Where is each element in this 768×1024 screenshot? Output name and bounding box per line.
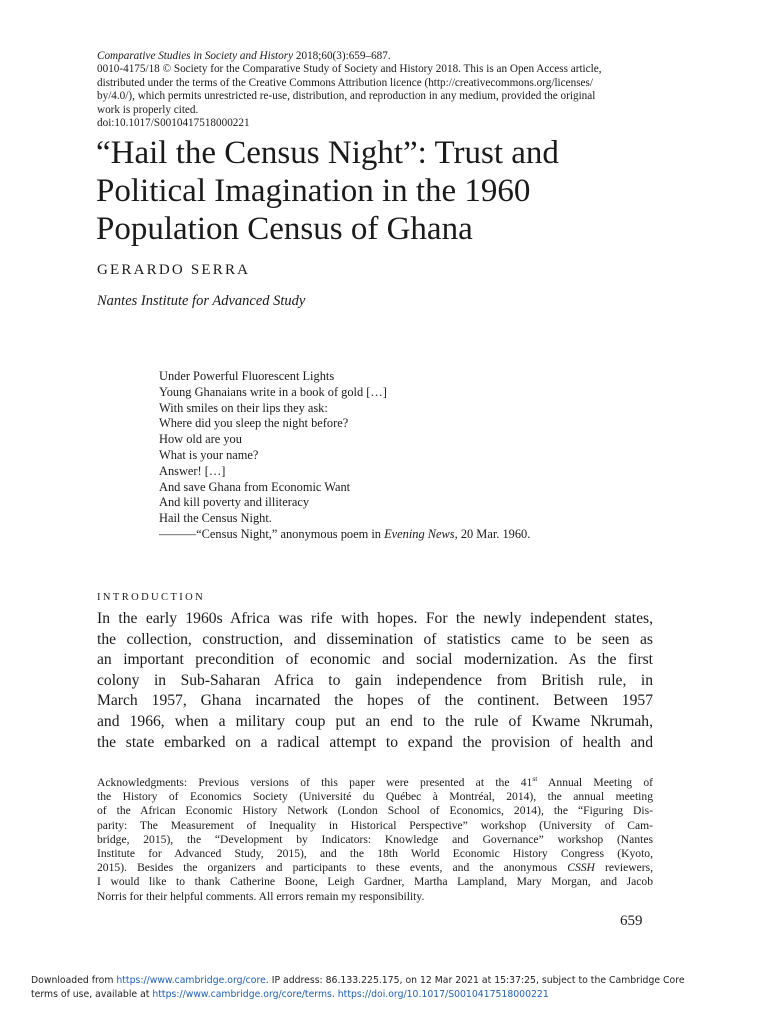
copyright-line: work is properly cited. [97,103,199,116]
introduction-text [97,609,653,753]
footer-text: terms of use, available at [31,989,153,1000]
doi-link[interactable]: https://doi.org/10.1017/S0010417518000221 [337,989,549,1000]
ack-line: parity: The Measurement of Inequality in Historical Perspective” workshop (University of Cam- [97,818,653,832]
poem-line: Where did you sleep the night before? [159,416,349,431]
poem-attribution [159,527,530,543]
ack-line: I would like to thank Catherine Boone, Leigh Gardner, Martha Lampland, Mary Morgan, and Jacob [97,875,653,889]
copyright-line: 0010-4175/18 © Society for the Comparative Study of Society and History 2018. This is an Open Access article, [97,63,602,76]
poem-line: What is your name? [159,447,259,462]
title-line: “Hail the Census Night”: Trust and [96,135,559,171]
body-line: the state embarked on a radical attempt to expand the provision of health and [97,733,653,751]
attribution-source: Evening News [384,526,455,541]
poem-line: And kill poverty and illiteracy [159,495,310,510]
journal-header [97,50,653,130]
body-line: March 1957, Ghana incarnated the hopes of the continent. Between 1957 [97,692,653,710]
ack-text: reviewers, [594,861,654,875]
author-affiliation: Nantes Institute for Advanced Study [97,293,306,309]
title-line: Population Census of Ghana [96,211,473,247]
citation-details: 2018;60(3):659–687. [293,50,391,62]
ack-line: Institute for Advanced Study, 2015), and the 18th World Economic History Congress (Kyoto, [97,847,653,861]
title-line: Political Imagination in the 1960 [96,173,531,209]
copyright-line: by/4.0/), which permits unrestricted re-use, distribution, and reproduction in any medium, provided the original [97,90,596,103]
doi: doi:10.1017/S0010417518000221 [97,117,250,130]
ack-text: 2015). Besides the organizers and participants to these events, and the anonymous [97,861,568,875]
copyright-line: distributed under the terms of the Creative Commons Attribution licence (http://creativecommons.org/licenses/ [97,76,593,89]
footer-text: . [331,989,338,1000]
body-line: colony in Sub-Saharan Africa to gain independence from British rule, in [97,671,653,689]
poem-line: Young Ghanaians write in a book of gold […] [159,384,387,399]
ack-line [97,776,653,790]
poem-line: Under Powerful Fluorescent Lights [159,369,335,383]
ack-text: Annual Meeting of [537,776,653,789]
footer-line [31,974,751,988]
poem-line: With smiles on their lips they ask: [159,400,328,415]
author-name: GERARDO SERRA [97,262,251,278]
footer-text: Downloaded from [31,975,117,986]
body-line: the collection, construction, and dissemination of statistics came to be seen as [97,630,653,648]
cambridge-core-link[interactable]: https://www.cambridge.org/core [116,975,266,986]
ack-line: the History of Economics Society (Université du Québec à Montréal, 2014), the annual meeting [97,790,653,804]
download-footer [31,974,751,1002]
journal-abbreviation: CSSH [567,861,595,875]
body-line: and 1966, when a military coup put an end to the rule of Kwame Nkrumah, [97,712,653,730]
ack-text: Acknowledgments: Previous versions of this paper were presented at the 41 [97,776,533,789]
footer-text: . IP address: 86.133.225.175, on 12 Mar 2021 at 15:37:25, subject to the Cambridge Core [265,975,685,986]
ack-line: of the African Economic History Network (London School of Economics, 2014), the “Figuring Dis- [97,804,653,818]
poem-line: Answer! […] [159,463,226,478]
page-number: 659 [620,913,643,929]
ack-line: bridge, 2015), the “Development by Indicators: Knowledge and Governance” workshop (Nantes [97,832,653,846]
ordinal-suffix: st [532,774,538,784]
epigraph-poem [159,369,530,543]
poem-line: And save Ghana from Economic Want [159,479,351,494]
poem-line: Hail the Census Night. [159,511,272,526]
acknowledgments-footnote [97,776,653,904]
ack-line [97,861,653,875]
journal-name: Comparative Studies in Society and History [97,50,294,62]
article-title [96,134,656,248]
body-line: In the early 1960s Africa was rife with hopes. For the newly independent states, [97,610,653,627]
attribution-suffix: , 20 Mar. 1960. [454,526,531,541]
body-line: an important precondition of economic and social modernization. As the first [97,651,653,669]
attribution-prefix: ———“Census Night,” anonymous poem in [159,526,385,541]
section-heading: INTRODUCTION [97,592,206,603]
terms-link[interactable]: https://www.cambridge.org/core/terms [152,989,332,1000]
journal-citation [97,50,653,63]
poem-line: How old are you [159,432,242,447]
ack-line: Norris for their helpful comments. All errors remain my responsibility. [97,889,425,903]
footer-line [31,988,751,1002]
